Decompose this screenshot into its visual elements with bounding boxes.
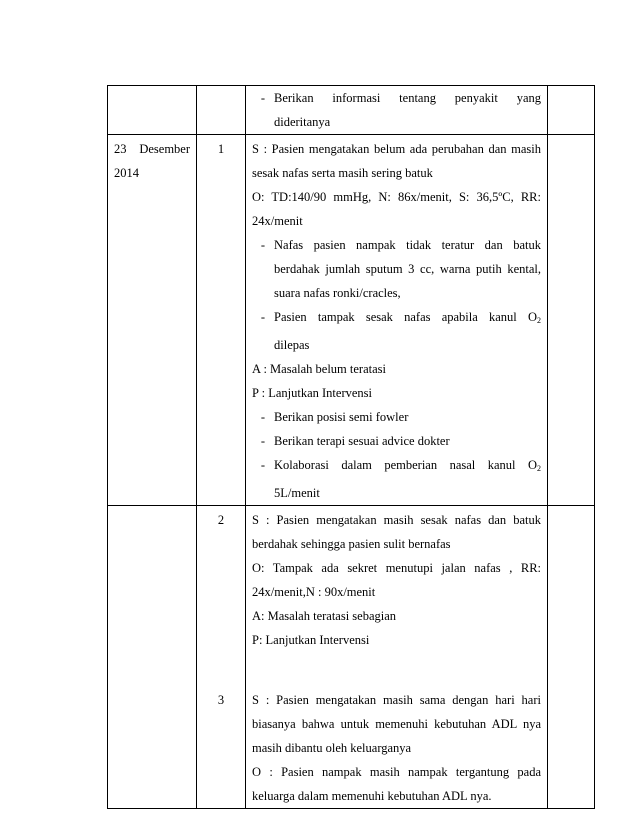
subjective-text-cont: biasanya bahwa untuk memenuhi kebutuhan ADL nya [252, 717, 541, 731]
objective-text: O: Tampak ada sekret menutupi jalan nafas , RR: [252, 561, 541, 575]
signature-cell [548, 86, 595, 135]
bullet-text: Berikan posisi semi fowler [274, 410, 409, 424]
plan-text: P: Lanjutkan Intervensi [252, 633, 370, 647]
bullet-text: dilepas [274, 338, 310, 352]
bullet-dash: - [260, 310, 266, 324]
evaluation-table [107, 85, 595, 809]
date-year: 2014 [114, 166, 139, 180]
subjective-text: S : Pasien mengatakan masih sesak nafas dan batuk [252, 513, 541, 527]
table-row [108, 86, 595, 135]
bullet-dash: - [260, 434, 266, 448]
bullet-text: suara nafas ronki/cracles, [274, 286, 401, 300]
bullet-dash: - [260, 458, 266, 472]
evaluation-cell [246, 506, 548, 809]
objective-text-cont: keluarga dalam memenuhi kebutuhan ADL nya. [252, 789, 492, 803]
assessment-text: A: Masalah teratasi sebagian [252, 609, 397, 623]
list-item [252, 305, 541, 357]
date-cell [108, 135, 197, 506]
signature-cell [548, 135, 595, 506]
bullet-text: Kolaborasi dalam pemberian nasal kanul $O_2$ [274, 458, 541, 473]
bullet-dash: - [260, 238, 266, 252]
diagnosis-number: 1 [217, 142, 225, 156]
subjective-text: S : Pasien mengatakan masih sama dengan hari hari [252, 693, 541, 707]
subjective-text-cont: masih dibantu oleh keluarganya [252, 741, 412, 755]
assessment-text: A : Masalah belum teratasi [252, 362, 386, 376]
subjective-text-cont: sesak nafas serta masih sering batuk [252, 166, 433, 180]
list-item [252, 453, 541, 505]
objective-text-cont: 24x/menit [252, 214, 303, 228]
evaluation-cell [246, 86, 548, 135]
number-cell [197, 135, 246, 506]
bullet-text: 5L/menit [274, 486, 320, 500]
list-item [252, 429, 541, 453]
date-cell [108, 86, 197, 135]
diagnosis-number: 2 [217, 513, 225, 527]
bullet-text: Pasien tampak sesak nafas apabila kanul $O_2$ [274, 310, 541, 325]
bullet-dash: - [260, 91, 266, 105]
evaluation-cell [246, 135, 548, 506]
date-cell [108, 506, 197, 809]
list-item [252, 233, 541, 305]
objective-text: O : Pasien nampak masih nampak tergantung pada [252, 765, 541, 779]
table-row [108, 506, 595, 809]
bullet-text: Berikan informasi tentang penyakit yang [274, 91, 541, 105]
diagnosis-number: 3 [217, 693, 225, 707]
date-day-month: 23 Desember [114, 142, 190, 156]
list-item [252, 86, 541, 134]
list-item [252, 405, 541, 429]
bullet-text: Nafas pasien nampak tidak teratur dan batuk [274, 238, 541, 252]
bullet-text-cont: dideritanya [274, 115, 331, 129]
objective-text: O: TD:140/90 mmHg, N: 86x/menit, S: 36,5ºC, RR: [252, 190, 541, 204]
number-cell [197, 86, 246, 135]
bullet-text: berdahak jumlah sputum 3 cc, warna putih kental, [274, 262, 541, 276]
table-row [108, 135, 595, 506]
objective-text-cont: 24x/menit,N : 90x/menit [252, 585, 376, 599]
number-cell [197, 506, 246, 809]
bullet-text: Berikan terapi sesuai advice dokter [274, 434, 450, 448]
subjective-text: S : Pasien mengatakan belum ada perubahan dan masih [252, 142, 541, 156]
signature-cell [548, 506, 595, 809]
subjective-text-cont: berdahak sehingga pasien sulit bernafas [252, 537, 451, 551]
plan-text: P : Lanjutkan Intervensi [252, 386, 372, 400]
bullet-dash: - [260, 410, 266, 424]
